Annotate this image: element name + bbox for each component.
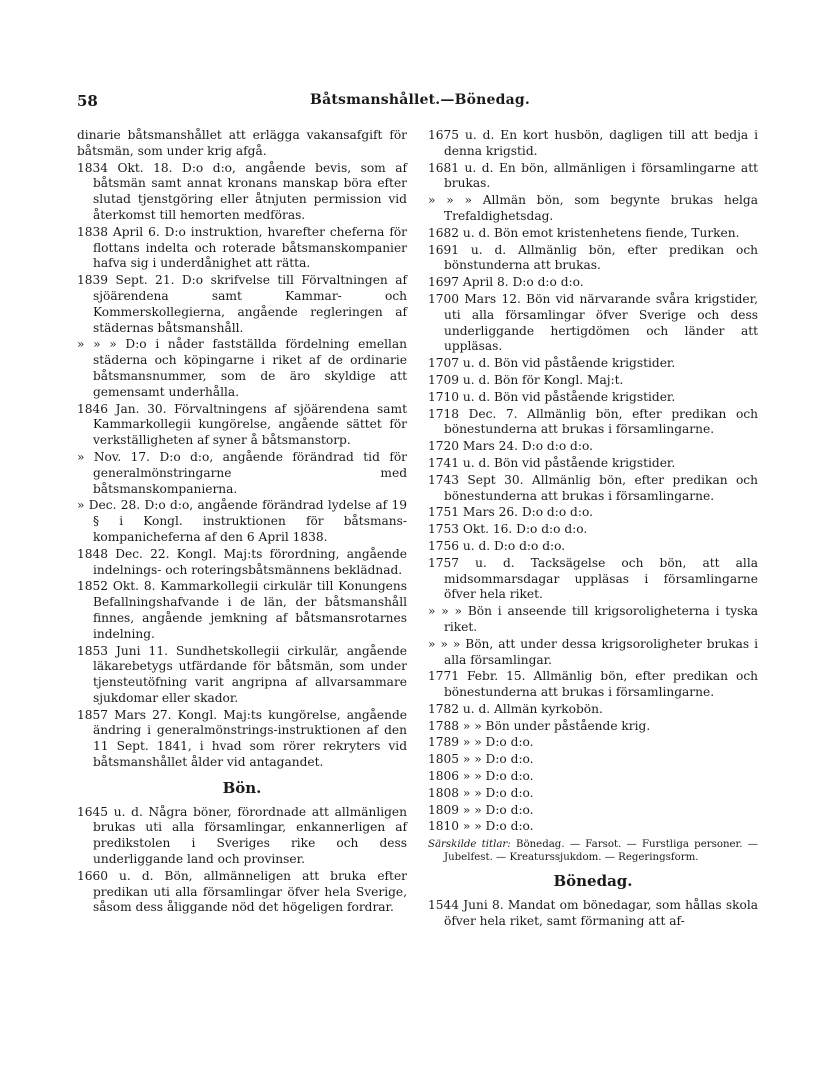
- left-entries-bottom: [77, 805, 407, 917]
- entry: 1691 u. d. Allmänlig bön, efter predikan och bönstunderna att brukas.: [428, 242, 758, 273]
- entry: 1709 u. d. Bön för Kongl. Maj:t.: [428, 372, 624, 387]
- entry: 1660 u. d. Bön, allmänneligen att bruka efter predikan uti alla församlingar öfver hela Sverige, såsom dess åliggande nöd det högeligen fordrar.: [77, 868, 407, 915]
- entry: » » » Allmän bön, som begynte brukas helga Trefaldighetsdag.: [428, 193, 758, 223]
- entry: 1697 April 8. D:o d:o d:o.: [428, 275, 584, 290]
- entry: 1743 Sept 30. Allmänlig bön, efter predikan och bönestunderna att brukas i församlingarne.: [428, 472, 758, 503]
- entry: 1789 » » D:o d:o.: [428, 735, 534, 750]
- entry: 1852 Okt. 8. Kammarkollegii cirkulär till Konungens Befallningshafvande i de län, der båtsmanshåll finnes, angående jemkning af båtsmansrotarnes indelning.: [77, 579, 407, 641]
- entry: 1810 » » D:o d:o.: [428, 819, 534, 834]
- page-number: 58: [77, 92, 98, 110]
- left-entries-top: [77, 128, 407, 771]
- entry: 1853 Juni 11. Sundhetskollegii cirkulär, angående läkarebetygs utfärdande för båtsmän, som under tjensteutöfning varit angripna af allvarsammare sjukdomar eller skador.: [77, 643, 407, 705]
- entry: 1806 » » D:o d:o.: [428, 769, 534, 784]
- running-head: Båtsmanshållet.—Bönedag.: [310, 92, 530, 108]
- entry: 1848 Dec. 22. Kongl. Maj:ts förordning, angående indelnings- och roteringsbåtsmännens beklädnad.: [77, 546, 407, 577]
- entry: 1700 Mars 12. Bön vid närvarande svåra krigstider, uti alla församlingar öfver Sverige och dess underliggande hertigdömen och länder att uppläsas.: [428, 291, 758, 354]
- entry: » » » D:o i nåder fastställda fördelning emellan städerna och köpingarne i riket af de ordinarie båtsmansnummer, som de äro skyldige att gemensamt underhålla.: [77, 337, 407, 399]
- entry: 1710 u. d. Bön vid påstående krigstider.: [428, 389, 676, 404]
- entry: 1846 Jan. 30. Förvaltningens af sjöärendena samt Kammarkollegii kungörelse, angående sättet för verkställigheten af syner å båtsmanstorp.: [77, 401, 407, 448]
- left-column: [77, 128, 407, 917]
- entry: 1788 » » Bön under påstående krig.: [428, 718, 651, 733]
- cross-reference-text: Bönedag. — Farsot. — Furstliga personer. — Jubelfest. — Kreaturssjukdom. — Regeringsform.: [444, 839, 758, 864]
- entry: » » » Bön i anseende till krigsoroligheterna i tyska riket.: [428, 604, 758, 634]
- entry: 1753 Okt. 16. D:o d:o d:o.: [428, 522, 588, 537]
- entry: 1741 u. d. Bön vid påstående krigstider.: [428, 455, 676, 470]
- entry: 1544 Juni 8. Mandat om bönedagar, som hållas skola öfver hela riket, samt förmaning att af-: [428, 898, 758, 928]
- entry: 1857 Mars 27. Kongl. Maj:ts kungörelse, angående ändring i generalmönstrings-instruktionen af den 11 Sept. 1841, i hvad som rörer rekryters vid båtsmanshållet ålder vid antagandet.: [77, 707, 407, 770]
- entry: 1681 u. d. En bön, allmänligen i församlingarne att brukas.: [428, 160, 758, 191]
- entry: 1675 u. d. En kort husbön, dagligen till att bedja i denna krigstid.: [428, 128, 758, 158]
- entry: 1771 Febr. 15. Allmänlig bön, efter predikan och bönestunderna att brukas i församlingarne.: [428, 669, 758, 700]
- cross-reference-label: Särskilde titlar:: [428, 839, 511, 851]
- entry: » Dec. 28. D:o d:o, angående förändrad lydelse af 19 § i Kongl. instruktionen för båtsmans-kompanicheferna af den 6 April 1838.: [77, 498, 407, 544]
- entry: 1808 » » D:o d:o.: [428, 785, 534, 800]
- right-column: [428, 128, 758, 931]
- entry: 1682 u. d. Bön emot kristenhetens fiende, Turken.: [428, 225, 740, 240]
- entry: » » » Bön, att under dessa krigsoroligheter brukas i alla församlingar.: [428, 636, 758, 667]
- section-heading-bonedag: Bönedag.: [553, 872, 633, 891]
- entry: dinarie båtsmanshållet att erlägga vakansafgift för båtsmän, som under krig afgå.: [77, 128, 407, 158]
- entry: 1720 Mars 24. D:o d:o d:o.: [428, 439, 593, 454]
- entry: 1782 u. d. Allmän kyrkobön.: [428, 701, 603, 716]
- section-heading-bon: Bön.: [222, 778, 262, 797]
- entry: 1751 Mars 26. D:o d:o d:o.: [428, 505, 593, 520]
- right-entries-bottom: [428, 898, 758, 930]
- entry: 1805 » » D:o d:o.: [428, 752, 534, 767]
- entry: » Nov. 17. D:o d:o, angående förändrad tid för generalmönstringarne med båtsmanskompanierna.: [77, 449, 407, 496]
- entry: 1757 u. d. Tacksägelse och bön, att alla midsommarsdagar uppläsas i församlingarne öfver hela riket.: [428, 555, 758, 602]
- entry: 1756 u. d. D:o d:o d:o.: [428, 538, 566, 553]
- entry: 1838 April 6. D:o instruktion, hvarefter cheferna för flottans indelta och roterade båtsmanskompanier hafva sig i underdånighet att rätta.: [77, 224, 407, 271]
- entry: 1834 Okt. 18. D:o d:o, angående bevis, som af båtsmän samt annat kronans manskap böra efter slutad tjenstgöring eller åtnjuten permission vid återkomst till hemorten medföras.: [77, 160, 407, 222]
- right-entries: [428, 128, 758, 835]
- entry: 1645 u. d. Några böner, förordnade att allmänligen brukas uti alla församlingar, enkannerligen af predikstolen i Sveriges rike och dess underliggande land och provinser.: [77, 804, 407, 867]
- entry: 1809 » » D:o d:o.: [428, 802, 534, 817]
- entry: 1839 Sept. 21. D:o skrifvelse till Förvaltningen af sjöärendena samt Kammar- och Kommerskollegierna, angående regleringen af städernas båtsmanshåll.: [77, 273, 407, 335]
- cross-reference-note: [428, 838, 758, 864]
- entry: 1707 u. d. Bön vid påstående krigstider.: [428, 356, 676, 371]
- entry: 1718 Dec. 7. Allmänlig bön, efter predikan och bönestunderna att brukas i församlingarne.: [428, 406, 758, 437]
